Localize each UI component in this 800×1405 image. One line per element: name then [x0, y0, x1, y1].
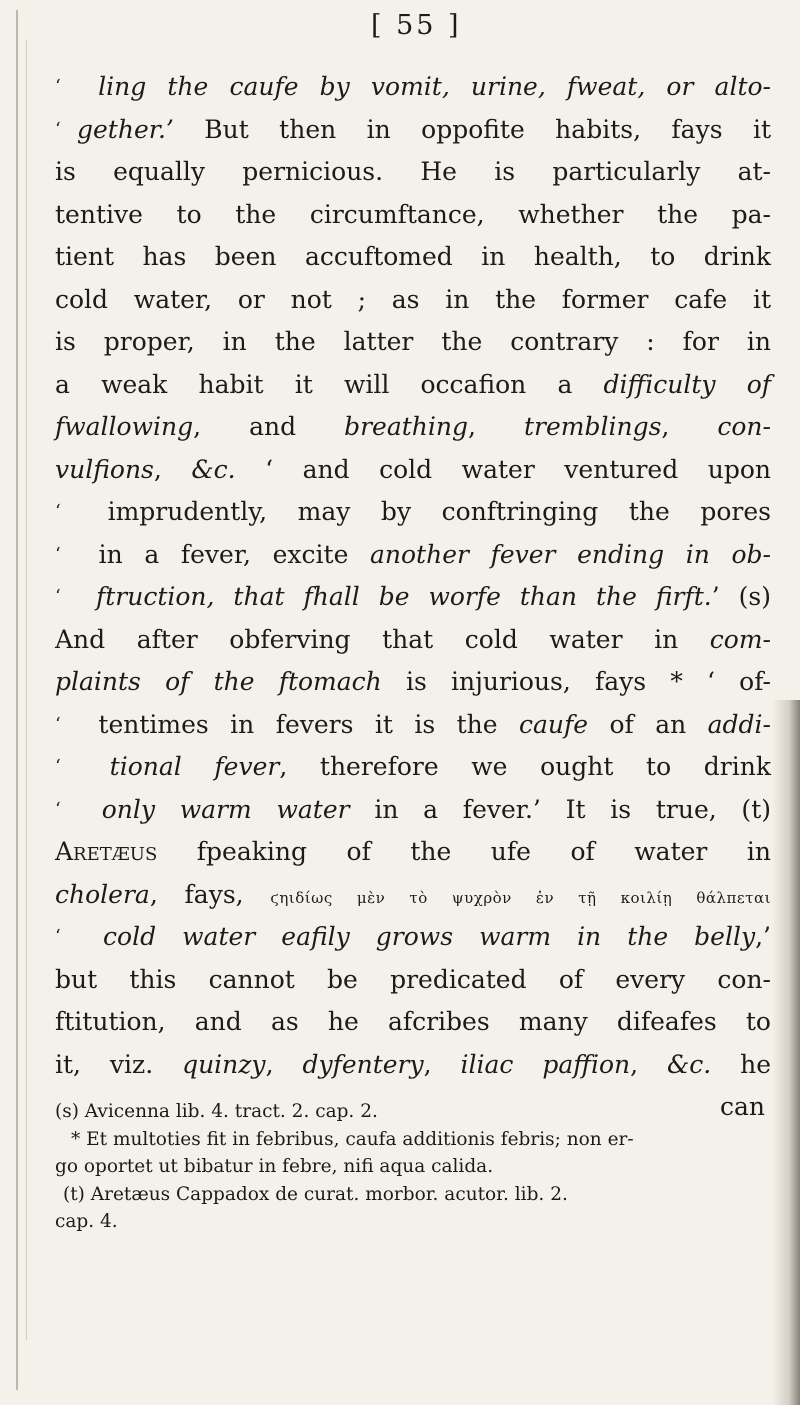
text-line: ‘ tional fever, therefore we ought to drink — [55, 752, 771, 781]
text-line: ‘ ftruction, that fhall be worfe than the firft.’ (s) — [55, 582, 771, 611]
text-line: cholera, fays, ϛηιδίως μὲν τὸ ψυχρὸν ἐν τῇ κοιλίῃ θάλπεται — [55, 879, 771, 909]
catchword: can — [719, 1092, 765, 1121]
main-text — [55, 66, 771, 1129]
text-line: ‘ only warm water in a fever.’ It is true, (t) — [55, 794, 771, 824]
footnote: * Et multoties fit in febribus, caufa additionis febris; non er- — [71, 1128, 634, 1150]
text-line: And after obferving that cold water in com- — [55, 624, 771, 654]
text-line: ‘ gether.’ But then in oppofite habits, fays it — [55, 114, 771, 144]
text-line: but this cannot be predicated of every con- — [55, 964, 771, 994]
footnote-continuation: go oportet ut bibatur in febre, nifi aqua calida. — [55, 1156, 494, 1177]
text-line: ‘ imprudently, may by conftringing the pores — [55, 497, 771, 526]
text-line: it, viz. quinzy, dyfentery, iliac paffion, &c. he — [55, 1049, 772, 1079]
footnote: (s) Avicenna lib. 4. tract. 2. cap. 2. — [55, 1101, 378, 1122]
text-line: is proper, in the latter the contrary : for in — [55, 327, 771, 356]
text-line: is equally pernicious. He is particularly at- — [55, 157, 771, 186]
text-line: ftitution, and as he afcribes many difeafes to — [55, 1007, 771, 1036]
page-number: [ 55 ] — [371, 10, 462, 41]
text-line: ‘ cold water eafily grows warm in the belly,’ — [55, 922, 771, 951]
text-line: ‘ tentimes in fevers it is the caufe of an addi- — [55, 709, 771, 739]
text-line: Aretæus fpeaking of the ufe of water in — [55, 837, 771, 866]
text-line: tentive to the circumftance, whether the pa- — [55, 199, 771, 229]
footnote-continuation: cap. 4. — [55, 1211, 118, 1232]
text-line: vulfions, &c. ‘ and cold water ventured upon — [55, 454, 771, 484]
text-line: tient has been accuftomed in health, to drink — [55, 242, 771, 271]
page-edge-shadow — [772, 700, 800, 1405]
footnotes — [55, 1098, 771, 1236]
text-line: fwallowing, and breathing, tremblings, con- — [55, 412, 771, 441]
text-line: plaints of the ftomach is injurious, fays * ‘ of- — [55, 667, 772, 696]
text-line: a weak habit it will occafion a difficulty of — [55, 369, 771, 399]
greek-quotation: ϛηιδίως μὲν τὸ ψυχρὸν ἐν τῇ κοιλίῃ θάλπεται — [270, 888, 771, 907]
text-line: ‘ in a fever, excite another fever ending in ob- — [55, 539, 771, 569]
text-line: cold water, or not ; as in the former cafe it — [55, 284, 771, 314]
page-edge-line — [16, 10, 18, 1390]
footnote: (t) Aretæus Cappadox de curat. morbor. acutor. lib. 2. — [63, 1183, 568, 1205]
page-edge-line — [26, 40, 27, 1340]
text-line: ‘ ling the caufe by vomit, urine, fweat, or alto- — [55, 72, 771, 101]
